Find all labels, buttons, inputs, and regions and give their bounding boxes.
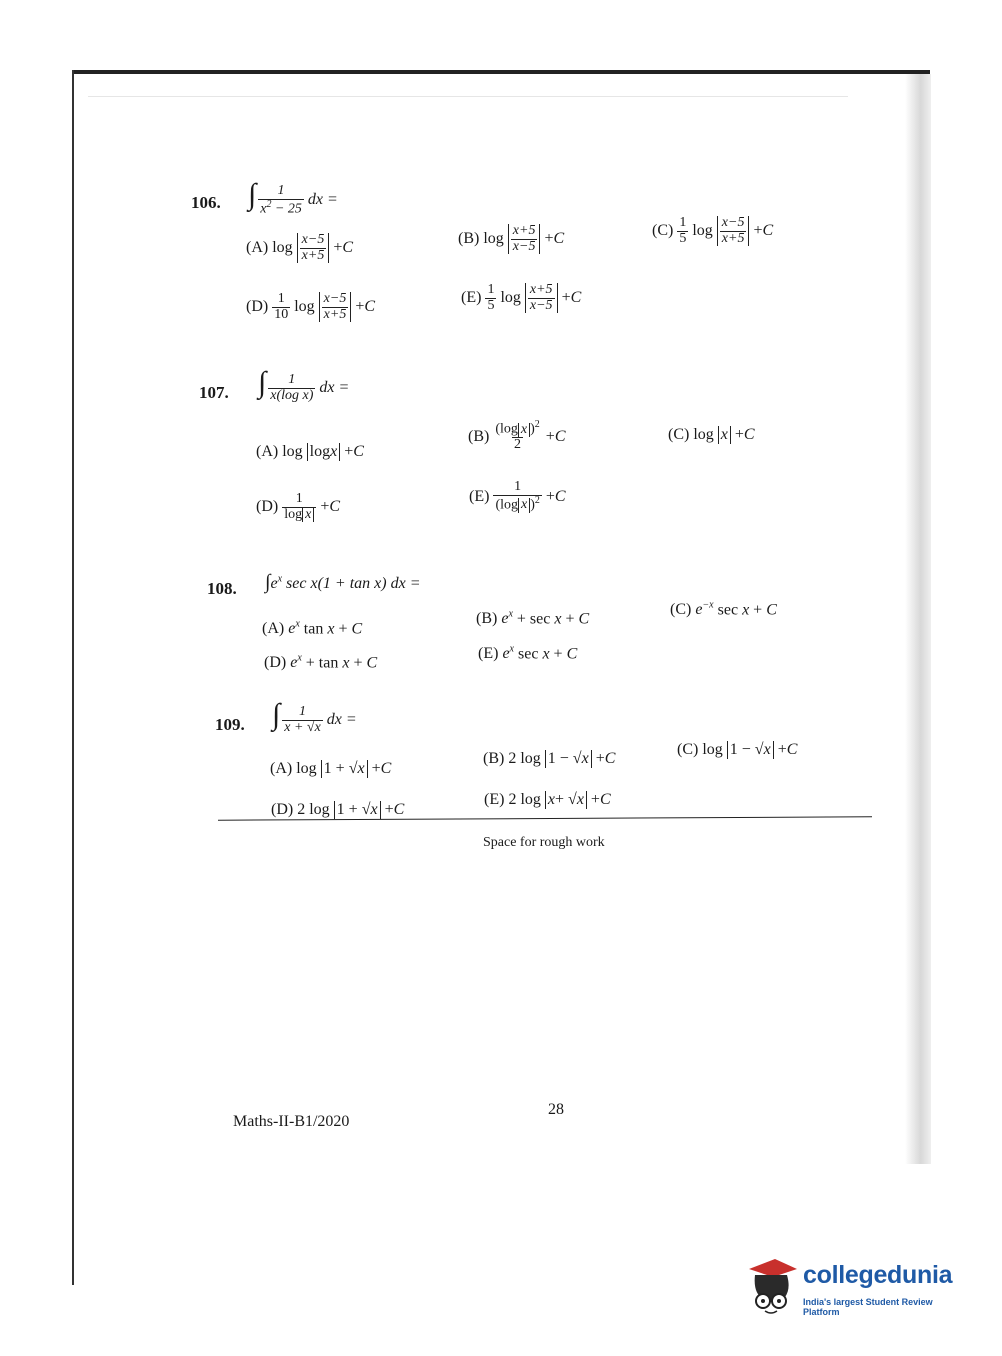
option-label: (B) [458, 230, 480, 248]
question-106-option-c[interactable]: (C) $\frac{1}{5}$ log $\frac{x-5}{x+5}$ +C [652, 215, 774, 246]
question-108-option-a[interactable]: (A) $e^x$ tan x + C [262, 619, 363, 638]
question-107-stem: ∫ $\frac{1}{\text{x(log x)}}$ dx = [258, 366, 350, 403]
option-label: (A) [262, 619, 285, 637]
scan-faint-line [88, 96, 848, 97]
question-108-option-c[interactable]: (C) $e^{-x}$ sec x + C [670, 600, 777, 619]
logo-tagline: India's largest Student Review Platform [803, 1297, 933, 1317]
logo-brand: collegedunia [803, 1261, 953, 1289]
question-106-option-b[interactable]: (B) log $\frac{x+5}{x-5}$ +C [458, 223, 565, 254]
option-label: (D) [264, 653, 287, 671]
option-label: (A) [256, 443, 279, 460]
question-106-stem: ∫ $\frac{1}{x^2 - 25}$ dx = [248, 178, 338, 217]
option-label: (A) [270, 760, 293, 777]
scan-shadow-right [905, 74, 931, 1164]
option-label: (C) [677, 741, 699, 758]
question-108-option-d[interactable]: (D) $e^x + \tan x + C$ [264, 653, 378, 672]
option-label: (E) [478, 644, 499, 662]
option-label: (C) [670, 600, 692, 618]
question-107-option-d[interactable]: (D) $\frac{1}{\text{log x}}$ +C [256, 491, 341, 522]
question-109-option-a[interactable]: (A) log 1 + √ x +C [270, 760, 392, 777]
option-label: (C) [668, 426, 690, 443]
question-109-option-b[interactable]: (B) 2 log 1 − √ x +C [483, 750, 616, 767]
question-109-option-c[interactable]: (C) log 1 − √ x +C [677, 741, 798, 758]
option-label: (A) [246, 239, 269, 257]
option-label: (E) [484, 791, 505, 808]
option-label: (D) [271, 801, 294, 818]
question-108-number: 108. [207, 579, 237, 598]
question-108-stem: $\int e^x$ sec x(1 + tan x) dx = [265, 571, 421, 593]
question-109-stem: ∫ $\frac{1}{x + √x}$ dx = [272, 698, 357, 735]
question-107-option-a[interactable]: (A) log log x +C [256, 443, 364, 460]
option-label: (B) [483, 750, 505, 767]
question-107-option-e[interactable]: (E) $\frac{1}{(\log x )^2}$ +C [469, 479, 566, 513]
question-106-option-d[interactable]: (D) $\frac{1}{10}$ log $\frac{x-5}{x+5}$ +C [246, 291, 376, 322]
question-108-option-e[interactable]: (E) $e^x$ sec x + C [478, 644, 578, 663]
question-106-option-a[interactable]: (A) log $\frac{x-5}{x+5}$ +C [246, 232, 354, 263]
option-label: (B) [476, 609, 498, 627]
collegedunia-logo [745, 1255, 970, 1320]
rough-work-label: Space for rough work [483, 835, 605, 850]
scan-border-left [72, 70, 74, 1285]
question-107-option-c[interactable]: (C) log x +C [668, 426, 755, 443]
question-107-number: 107. [199, 383, 229, 402]
option-label: (D) [246, 298, 269, 316]
question-106-option-e[interactable]: (E) $\frac{1}{5}$ log $\frac{x+5}{x-5}$ +C [461, 282, 582, 313]
option-label: (E) [461, 289, 482, 307]
option-label: (B) [468, 427, 490, 445]
paper-code: Maths-II-B1/2020 [233, 1113, 350, 1130]
mascot-icon [745, 1255, 799, 1315]
page-number: 28 [548, 1101, 564, 1118]
question-109-option-e[interactable]: (E) 2 log x + √ x +C [484, 791, 611, 808]
option-label: (C) [652, 222, 674, 240]
option-label: (E) [469, 487, 490, 505]
question-109-option-d[interactable]: (D) 2 log 1 + √ x +C [271, 801, 405, 818]
question-109-number: 109. [215, 715, 245, 734]
question-108-option-b[interactable]: (B) $e^x + \sec x + C$ [476, 609, 590, 628]
scan-border-top [72, 70, 930, 74]
question-106-number: 106. [191, 193, 221, 212]
question-107-option-b[interactable]: (B) $\frac{(\log x )^2}{2}$ +C [468, 419, 566, 453]
option-label: (D) [256, 498, 279, 516]
